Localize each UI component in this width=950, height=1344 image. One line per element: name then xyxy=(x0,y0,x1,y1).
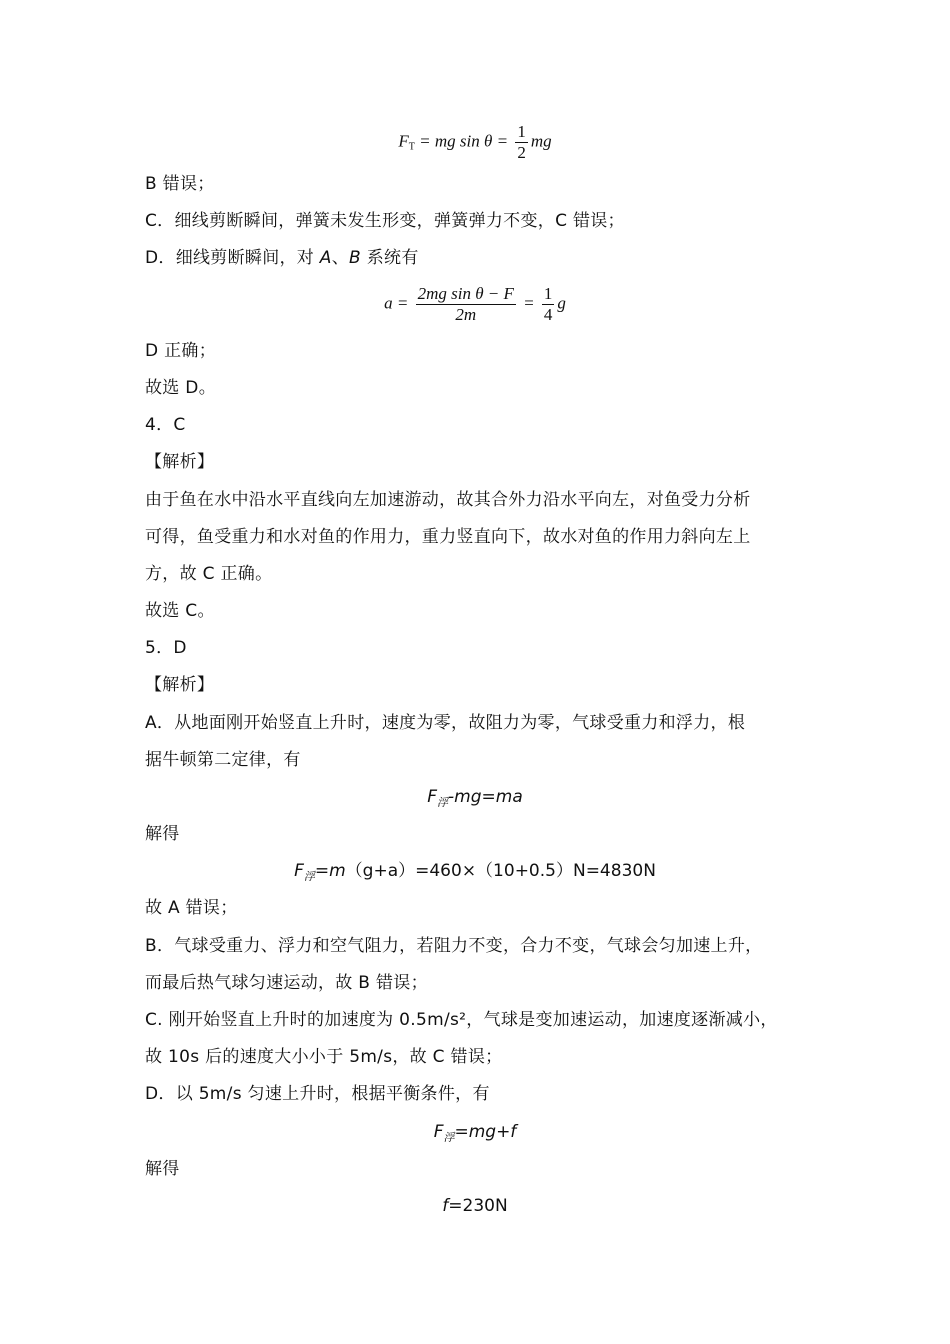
eq-f1-rest: -mg=ma xyxy=(448,787,523,807)
equation-buoyancy-value xyxy=(0,859,950,889)
section-heading: 【解析】 xyxy=(145,452,215,472)
eq-f2-symbol: F xyxy=(294,861,304,881)
text-line: D 正确； xyxy=(145,341,216,361)
eq-a-tail: g xyxy=(557,293,566,313)
eq-f1-subscript: 浮 xyxy=(437,796,449,809)
text-line: C. 刚开始竖直上升时的加速度为 0.5m/s²，气球是变加速运动，加速度逐渐减小， xyxy=(145,1010,778,1030)
eq-a-numerator-2: 1 xyxy=(543,284,553,303)
text-span-b: B xyxy=(349,248,362,268)
text-line: C．细线剪断瞬间，弹簧未发生形变，弹簧弹力不变，C 错误； xyxy=(145,211,625,231)
equation-drag-result xyxy=(0,1194,950,1218)
eq-ft-fraction xyxy=(515,122,528,163)
text-line: 故 10s 后的速度大小小于 5m/s，故 C 错误； xyxy=(145,1047,503,1067)
eq-f3-subscript: 浮 xyxy=(443,1131,455,1144)
eq-f4-symbol: f xyxy=(442,1196,449,1216)
eq-a-denominator-2: 4 xyxy=(543,305,553,324)
text-line: 解得 xyxy=(145,1159,180,1179)
eq-ft-numerator: 1 xyxy=(517,122,526,141)
text-line: 解得 xyxy=(145,824,180,844)
eq-f3-rest: =mg+f xyxy=(454,1122,517,1142)
eq-f2-mass: =m xyxy=(314,861,346,881)
text-line: D．以 5m/s 匀速上升时，根据平衡条件，有 xyxy=(145,1084,490,1104)
text-line: 而最后热气球匀速运动，故 B 错误； xyxy=(145,973,428,993)
eq-ft-tail: mg xyxy=(530,131,552,151)
eq-a-lhs: a = xyxy=(384,293,409,313)
text-line: 据牛顿第二定律，有 xyxy=(145,750,301,770)
eq-a-denominator-1: 2m xyxy=(455,305,477,324)
text-line: 故选 C。 xyxy=(145,601,215,621)
text-line: 可得，鱼受重力和水对鱼的作用力，重力竖直向下，故水对鱼的作用力斜向左上 xyxy=(145,527,751,547)
equation-tension xyxy=(0,122,950,163)
equation-acceleration xyxy=(0,284,950,325)
text-span: D．细线剪断瞬间，对 xyxy=(145,248,320,268)
eq-f4-rest: =230N xyxy=(448,1196,508,1216)
eq-f3-symbol: F xyxy=(433,1122,444,1142)
text-span-a: A xyxy=(319,248,332,268)
eq-a-fraction-2 xyxy=(542,284,555,325)
eq-f2-rest: （g+a）=460×（10+0.5）N=4830N xyxy=(345,861,656,881)
text-line: B 错误； xyxy=(145,174,215,194)
text-line xyxy=(145,246,419,270)
eq-ft-subscript: T xyxy=(408,141,415,153)
text-line: B．气球受重力、浮力和空气阻力，若阻力不变，合力不变，气球会匀加速上升， xyxy=(145,936,763,956)
text-line: A．从地面刚开始竖直上升时，速度为零，故阻力为零，气球受重力和浮力，根 xyxy=(145,713,746,733)
text-line: 故 A 错误； xyxy=(145,898,238,918)
eq-ft-denominator: 2 xyxy=(517,143,526,162)
equation-balance xyxy=(0,1120,950,1150)
eq-a-fraction-1 xyxy=(416,284,516,325)
eq-a-numerator-1: 2mg sin θ − F xyxy=(417,284,514,303)
eq-a-equals: = xyxy=(523,293,535,313)
text-span: 、 xyxy=(331,248,350,268)
question-number: 4．C xyxy=(145,415,186,435)
text-line: 方，故 C 正确。 xyxy=(145,564,273,584)
eq-ft-symbol: F xyxy=(398,131,409,151)
question-number: 5．D xyxy=(145,638,187,658)
section-heading: 【解析】 xyxy=(145,675,215,695)
eq-f2-subscript: 浮 xyxy=(303,870,315,883)
text-line: 由于鱼在水中沿水平直线向左加速游动，故其合外力沿水平向左，对鱼受力分析 xyxy=(145,490,751,510)
text-span: 系统有 xyxy=(361,248,419,268)
eq-ft-middle: = mg sin θ = xyxy=(419,131,509,151)
text-line: 故选 D。 xyxy=(145,378,216,398)
eq-f1-symbol: F xyxy=(427,787,438,807)
equation-newton xyxy=(0,785,950,815)
